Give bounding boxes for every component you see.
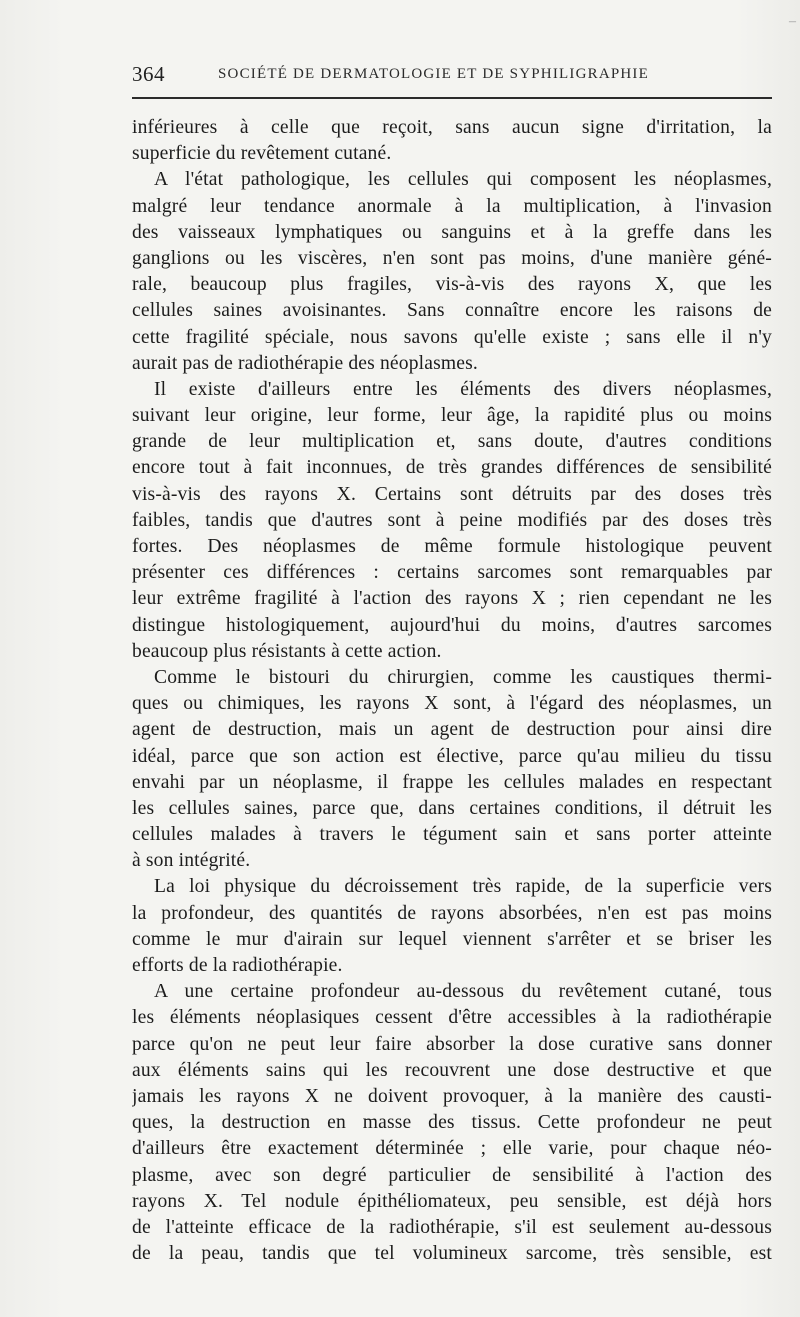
text-line: rale, beaucoup plus fragiles, vis-à-vis des rayons X, que les (132, 274, 772, 296)
header-rule (132, 97, 772, 99)
page-number: 364 (132, 62, 165, 86)
text-line: Il existe d'ailleurs entre les éléments des divers néoplasmes, (154, 378, 772, 400)
text-line: malgré leur tendance anormale à la multiplication, à l'invasion (132, 195, 772, 217)
text-line: vis-à-vis des rayons X. Certains sont détruits par des doses très (132, 483, 772, 505)
text-line: aux éléments sains qui les recouvrent une dose destructive et que (132, 1059, 772, 1081)
page-corner-mark: – (789, 14, 796, 29)
text-line: idéal, parce que son action est élective, parce qu'au milieu du tissu (132, 745, 772, 767)
text-line: ques, la destruction en masse des tissus. Cette profondeur ne peut (132, 1112, 772, 1134)
text-line: la profondeur, des quantités de rayons absorbées, n'en est pas moins (132, 902, 772, 924)
text-line: plasme, avec son degré particulier de sensibilité à l'action des (132, 1164, 772, 1186)
text-line: A l'état pathologique, les cellules qui composent les néoplasmes, (154, 169, 772, 191)
text-line: cellules saines avoisinantes. Sans connaître encore les raisons de (132, 300, 772, 322)
text-line: à son intégrité. (132, 850, 251, 872)
text-line: les cellules saines, parce que, dans certaines conditions, il détruit les (132, 797, 772, 819)
text-line: aurait pas de radiothérapie des néoplasmes. (132, 352, 478, 374)
text-line: superficie du revêtement cutané. (132, 143, 392, 165)
body-text (132, 115, 772, 1267)
text-line: parce qu'on ne peut leur faire absorber la dose curative sans donner (132, 1033, 772, 1055)
text-line: grande de leur multiplication et, sans doute, d'autres conditions (132, 431, 772, 453)
text-line: inférieures à celle que reçoit, sans aucun signe d'irritation, la (132, 117, 772, 138)
text-line: d'ailleurs être exactement déterminée ; elle varie, pour chaque néo- (132, 1138, 772, 1160)
text-line: encore tout à fait inconnues, de très grandes différences de sensibilité (132, 457, 772, 479)
text-line: de l'atteinte efficace de la radiothérapie, s'il est seulement au-dessous (132, 1216, 772, 1238)
text-line: ques ou chimiques, les rayons X sont, à l'égard des néoplasmes, un (132, 693, 772, 715)
text-line: envahi par un néoplasme, il frappe les cellules malades en respectant (132, 771, 772, 793)
text-line: présenter ces différences : certains sarcomes sont remarquables par (132, 562, 772, 584)
text-line: faibles, tandis que d'autres sont à peine modifiés par des doses très (132, 509, 772, 531)
text-line: A une certaine profondeur au-dessous du revêtement cutané, tous (154, 981, 772, 1003)
text-line: leur extrême fragilité à l'action des rayons X ; rien cependant ne les (132, 588, 772, 610)
text-line: des vaisseaux lymphatiques ou sanguins et à la greffe dans les (132, 221, 772, 243)
text-line: cellules malades à travers le tégument sain et sans porter atteinte (132, 824, 772, 846)
text-line: agent de destruction, mais un agent de destruction pour ainsi dire (132, 719, 772, 741)
text-line: distingue histologiquement, aujourd'hui du moins, d'autres sarcomes (132, 614, 772, 636)
text-line: cette fragilité spéciale, nous savons qu'elle existe ; sans elle il n'y (132, 326, 772, 348)
text-line: La loi physique du décroissement très rapide, de la superficie vers (154, 876, 772, 898)
text-line: jamais les rayons X ne doivent provoquer, à la manière des causti- (132, 1085, 772, 1107)
running-title: SOCIÉTÉ DE DERMATOLOGIE ET DE SYPHILIGRAPHIE (218, 66, 649, 82)
text-line: rayons X. Tel nodule épithéliomateux, peu sensible, est déjà hors (132, 1190, 772, 1212)
text-line: comme le mur d'airain sur lequel viennent s'arrêter et se briser les (132, 928, 772, 950)
running-head (132, 62, 772, 90)
text-line: les éléments néoplasiques cessent d'être accessibles à la radiothérapie (132, 1007, 772, 1029)
text-line: efforts de la radiothérapie. (132, 955, 343, 976)
text-line: Comme le bistouri du chirurgien, comme les caustiques thermi- (154, 666, 772, 688)
text-line: suivant leur origine, leur forme, leur âge, la rapidité plus ou moins (132, 405, 772, 427)
text-line: ganglions ou les viscères, n'en sont pas moins, d'une manière géné- (132, 247, 772, 269)
text-line: fortes. Des néoplasmes de même formule histologique peuvent (132, 536, 772, 557)
text-line: beaucoup plus résistants à cette action. (132, 640, 442, 662)
text-line: de la peau, tandis que tel volumineux sarcome, très sensible, est (132, 1243, 772, 1265)
